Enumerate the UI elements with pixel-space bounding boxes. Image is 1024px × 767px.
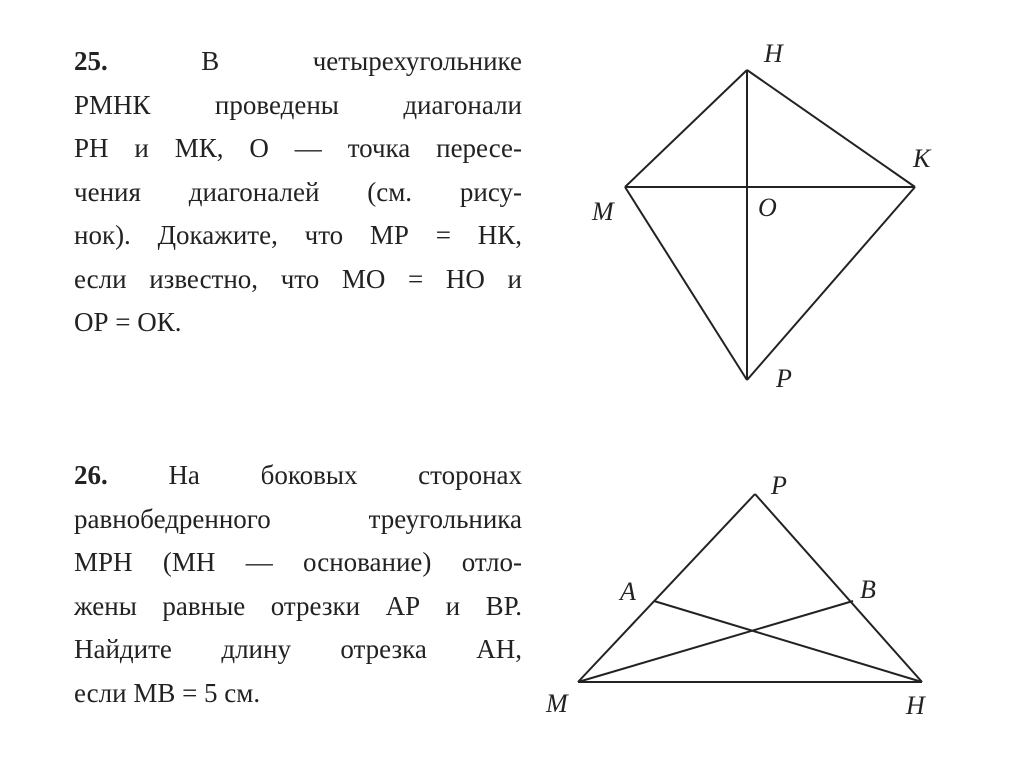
label-p: P	[771, 471, 787, 500]
label-b: B	[860, 575, 876, 604]
label-k: K	[913, 144, 931, 173]
problem-26-number: 26.	[74, 460, 108, 490]
label-h: H	[764, 39, 783, 68]
problem-26-line-4: жены равные отрезки АР и ВР.	[74, 590, 522, 621]
problem-26-text-1: На боковых сторонах	[168, 460, 523, 490]
problem-25-line-6: если известно, что МО = НО и	[74, 263, 522, 294]
segment-ah	[654, 601, 922, 682]
label-o: O	[758, 193, 777, 222]
problem-25-line-7: ОР = ОК.	[74, 307, 182, 337]
segment-bm	[578, 601, 853, 682]
problem-25-line-2: РМНК проведены диагонали	[74, 89, 522, 120]
side-ph	[755, 494, 922, 682]
label-m: M	[546, 689, 568, 718]
problem-25-number: 25.	[74, 46, 108, 76]
segment-pm	[625, 187, 747, 380]
figure-26	[545, 471, 926, 720]
segment-mh	[625, 70, 747, 187]
problem-26-line-2: равнобедренного треугольника	[74, 503, 522, 534]
problem-26-line-3: МРН (МН — основание) отло-	[74, 547, 522, 577]
problem-25-line-4: чения диагоналей (см. рису-	[74, 176, 522, 207]
label-p: P	[776, 364, 792, 393]
problem-25-line-5: нок). Докажите, что МР = НК,	[74, 220, 522, 250]
figure-25	[591, 39, 932, 393]
label-m: M	[592, 197, 614, 226]
segment-hk	[747, 70, 915, 187]
problem-25-text-1: В четырехугольнике	[201, 46, 522, 76]
label-a: A	[620, 577, 636, 606]
problem-25-line-3: РН и МК, О — точка пересе-	[74, 133, 522, 163]
side-mp	[578, 494, 755, 682]
problem-26-line-5: Найдите длину отрезка АН,	[74, 634, 522, 664]
problem-26-line-6: если МВ = 5 см.	[74, 677, 261, 708]
label-h: H	[906, 691, 925, 720]
